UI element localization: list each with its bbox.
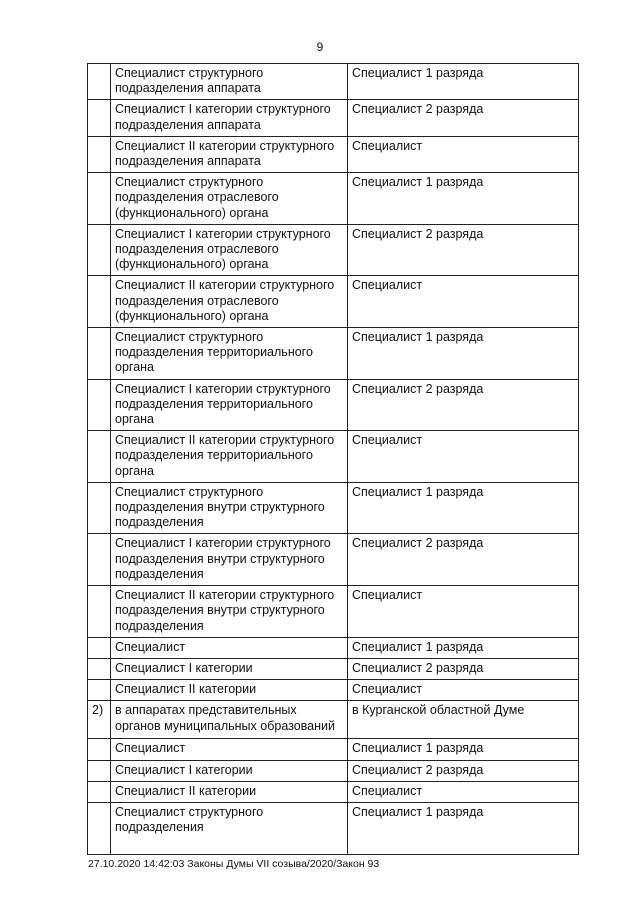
equivalent-position-cell: Специалист 1 разряда (348, 328, 579, 380)
row-number-cell (88, 431, 111, 483)
equivalent-position-cell: Специалист 1 разряда (348, 482, 579, 534)
row-number-cell (88, 379, 111, 431)
row-number-cell (88, 586, 111, 638)
position-name-cell: Специалист структурного подразделения аппарата (111, 64, 348, 100)
row-number-cell (88, 136, 111, 172)
table-row (88, 224, 579, 276)
position-name-cell: Специалист структурного подразделения отраслевого (функционального) органа (111, 173, 348, 225)
row-number-cell (88, 739, 111, 760)
equivalent-position-cell: Специалист 1 разряда (348, 173, 579, 225)
row-number-cell (88, 173, 111, 225)
equivalent-position-cell: в Курганской областной Думе (348, 701, 579, 739)
equivalent-position-cell: Специалист 2 разряда (348, 379, 579, 431)
table-row (88, 100, 579, 136)
row-number-cell (88, 802, 111, 854)
equivalent-position-cell: Специалист 2 разряда (348, 760, 579, 781)
position-name-cell: Специалист I категории структурного подразделения отраслевого (функционального) органа (111, 224, 348, 276)
row-number-cell (88, 64, 111, 100)
table-row (88, 482, 579, 534)
table-row (88, 276, 579, 328)
position-name-cell: Специалист (111, 637, 348, 658)
row-number-cell (88, 680, 111, 701)
table-row (88, 680, 579, 701)
table-row (88, 586, 579, 638)
equivalent-position-cell: Специалист (348, 276, 579, 328)
table-row (88, 701, 579, 739)
position-name-cell: Специалист I категории структурного подразделения аппарата (111, 100, 348, 136)
position-name-cell: Специалист II категории структурного подразделения аппарата (111, 136, 348, 172)
table-row (88, 658, 579, 679)
position-name-cell: Специалист I категории структурного подразделения территориального органа (111, 379, 348, 431)
table-row (88, 781, 579, 802)
row-number-cell (88, 276, 111, 328)
row-number-cell: 2) (88, 701, 111, 739)
row-number-cell (88, 224, 111, 276)
position-name-cell: Специалист (111, 739, 348, 760)
page-number: 9 (316, 40, 324, 54)
equivalent-position-cell: Специалист (348, 136, 579, 172)
row-number-cell (88, 482, 111, 534)
equivalent-position-cell: Специалист (348, 781, 579, 802)
position-name-cell: Специалист II категории (111, 781, 348, 802)
table-row (88, 534, 579, 586)
table-row (88, 739, 579, 760)
table-row (88, 136, 579, 172)
table-row (88, 431, 579, 483)
equivalent-position-cell: Специалист 1 разряда (348, 637, 579, 658)
position-name-cell: Специалист II категории (111, 680, 348, 701)
equivalent-position-cell: Специалист 2 разряда (348, 658, 579, 679)
equivalent-position-cell: Специалист 1 разряда (348, 64, 579, 100)
position-name-cell: Специалист I категории (111, 658, 348, 679)
position-name-cell: Специалист II категории структурного подразделения внутри структурного подразделения (111, 586, 348, 638)
position-name-cell: Специалист II категории структурного подразделения отраслевого (функционального) органа (111, 276, 348, 328)
table-row (88, 802, 579, 854)
row-number-cell (88, 100, 111, 136)
equivalent-position-cell: Специалист 1 разряда (348, 802, 579, 854)
row-number-cell (88, 328, 111, 380)
table-row (88, 64, 579, 100)
position-name-cell: Специалист структурного подразделения территориального органа (111, 328, 348, 380)
position-name-cell: Специалист структурного подразделения (111, 802, 348, 854)
table-row (88, 760, 579, 781)
position-name-cell: Специалист структурного подразделения внутри структурного подразделения (111, 482, 348, 534)
position-name-cell: Специалист II категории структурного подразделения территориального органа (111, 431, 348, 483)
equivalent-position-cell: Специалист (348, 586, 579, 638)
equivalent-position-cell: Специалист 2 разряда (348, 534, 579, 586)
position-name-cell: в аппаратах представительных органов муниципальных образований (111, 701, 348, 739)
table-row (88, 379, 579, 431)
position-name-cell: Специалист I категории (111, 760, 348, 781)
row-number-cell (88, 658, 111, 679)
table-row (88, 328, 579, 380)
row-number-cell (88, 637, 111, 658)
equivalent-position-cell: Специалист (348, 680, 579, 701)
equivalent-position-cell: Специалист 1 разряда (348, 739, 579, 760)
positions-table (87, 63, 579, 855)
position-name-cell: Специалист I категории структурного подразделения внутри структурного подразделения (111, 534, 348, 586)
row-number-cell (88, 534, 111, 586)
row-number-cell (88, 781, 111, 802)
table-row (88, 637, 579, 658)
equivalent-position-cell: Специалист (348, 431, 579, 483)
equivalent-position-cell: Специалист 2 разряда (348, 100, 579, 136)
row-number-cell (88, 760, 111, 781)
table-row (88, 173, 579, 225)
equivalent-position-cell: Специалист 2 разряда (348, 224, 579, 276)
footer-stamp: 27.10.2020 14:42:03 Законы Думы VII созыва/2020/Закон 93 (88, 858, 380, 870)
